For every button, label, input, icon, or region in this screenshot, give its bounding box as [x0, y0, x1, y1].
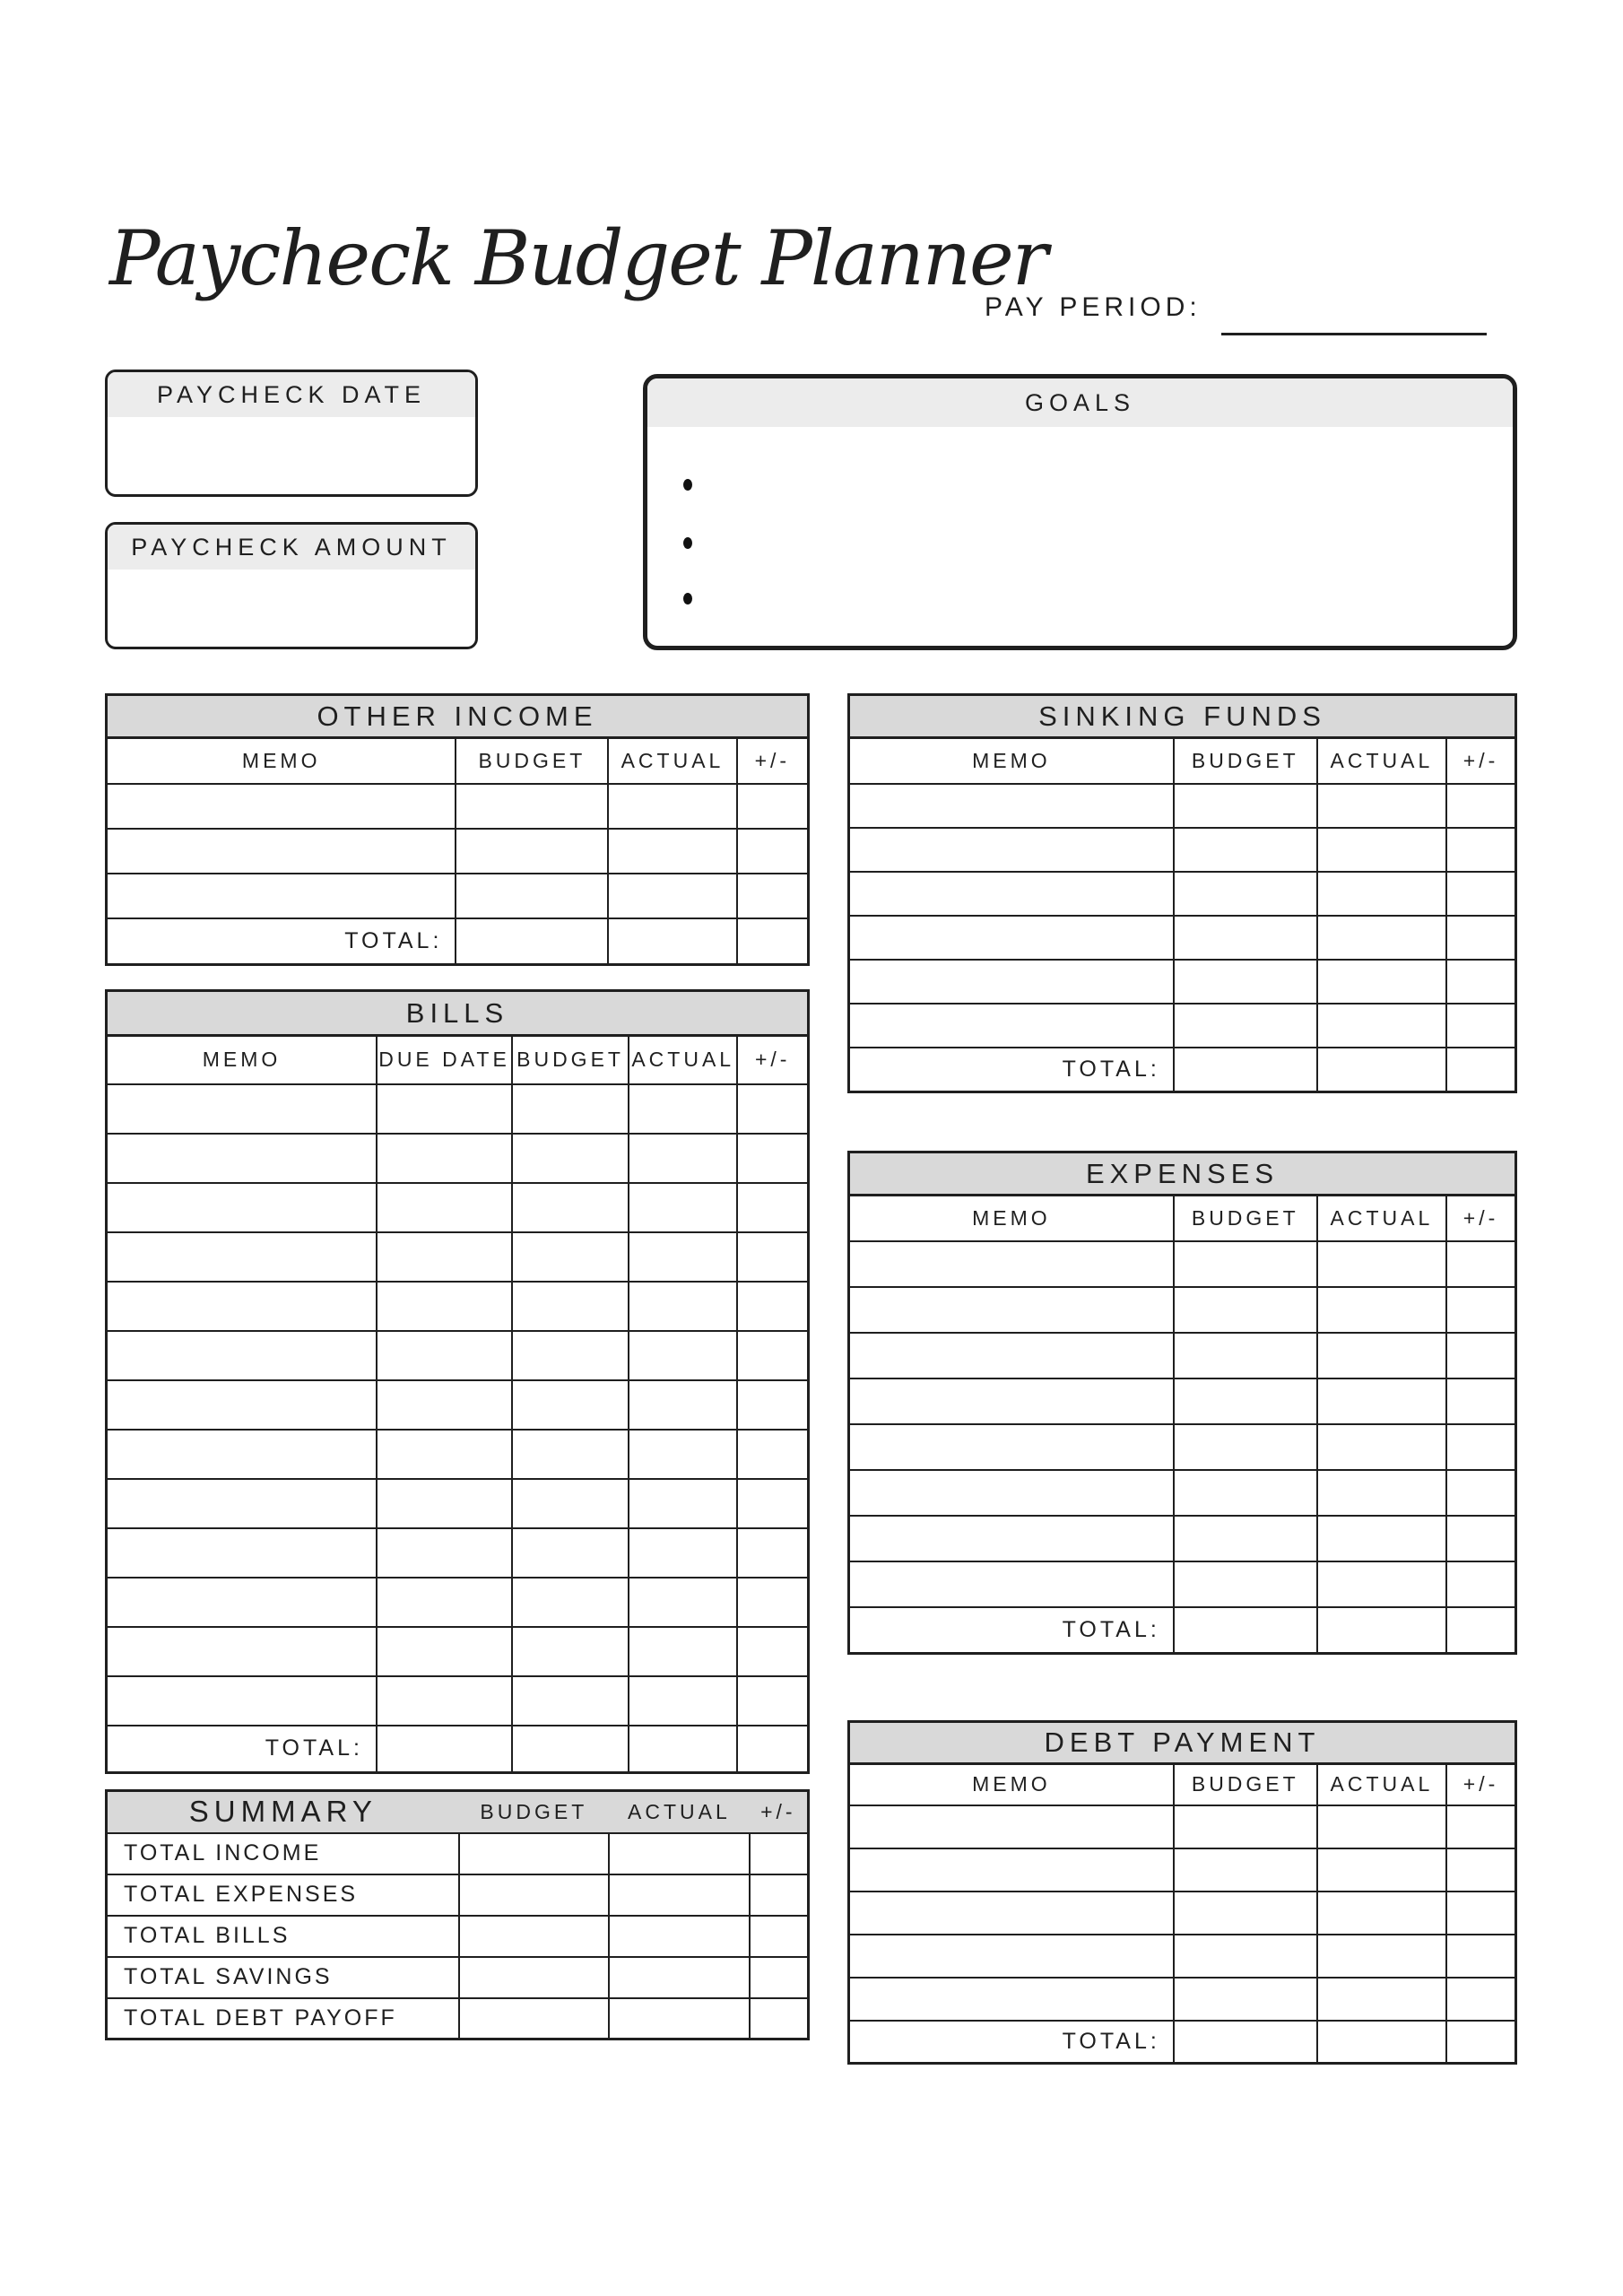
empty-cell[interactable]: [1317, 1978, 1446, 2021]
col-memo: MEMO: [107, 1036, 377, 1084]
col-actual: ACTUAL: [1317, 738, 1446, 784]
table-row: [849, 1004, 1516, 1048]
empty-cell[interactable]: [377, 1232, 512, 1282]
empty-cell[interactable]: [629, 1084, 737, 1134]
paycheck-amount-header: PAYCHECK AMOUNT: [108, 525, 475, 570]
empty-cell[interactable]: [512, 1232, 629, 1282]
total-budget-cell[interactable]: [512, 1726, 629, 1773]
table-row: [849, 1935, 1516, 1978]
table-row: [107, 1183, 809, 1232]
empty-cell[interactable]: [1317, 1378, 1446, 1424]
empty-cell[interactable]: [737, 1183, 808, 1232]
col-actual: ACTUAL: [1317, 1196, 1446, 1241]
empty-cell[interactable]: [377, 1627, 512, 1676]
table-row: [849, 1470, 1516, 1516]
other-income-total-row: [107, 918, 809, 965]
empty-cell[interactable]: [849, 960, 1174, 1004]
empty-cell[interactable]: [1446, 1516, 1515, 1561]
total-actual-cell[interactable]: [1317, 1607, 1446, 1654]
sinking-funds-title: SINKING FUNDS: [847, 693, 1517, 739]
empty-cell[interactable]: [1446, 1561, 1515, 1607]
col-memo: MEMO: [849, 1196, 1174, 1241]
col-actual: ACTUAL: [629, 1036, 737, 1084]
empty-cell[interactable]: [629, 1479, 737, 1528]
empty-cell[interactable]: [107, 1380, 377, 1430]
empty-cell[interactable]: [512, 1627, 629, 1676]
empty-cell[interactable]: [629, 1183, 737, 1232]
table-row: [849, 1516, 1516, 1561]
bills-table: [105, 989, 810, 1774]
empty-cell[interactable]: [1317, 1424, 1446, 1470]
empty-cell[interactable]: [1317, 1848, 1446, 1892]
empty-cell[interactable]: [849, 1935, 1174, 1978]
expenses-header-row: [849, 1196, 1516, 1241]
empty-cell[interactable]: [737, 1380, 808, 1430]
empty-cell[interactable]: [1174, 1561, 1317, 1607]
table-row: [849, 872, 1516, 916]
empty-cell[interactable]: [459, 1916, 610, 1957]
paycheck-date-field[interactable]: [108, 417, 475, 497]
total-label: TOTAL:: [849, 2021, 1174, 2064]
empty-cell[interactable]: [629, 1134, 737, 1183]
col-budget: BUDGET: [459, 1791, 610, 1833]
empty-cell[interactable]: [737, 874, 809, 918]
empty-cell[interactable]: [1317, 1241, 1446, 1287]
debt-payment-header-row: [849, 1764, 1516, 1805]
table-row: [107, 1084, 809, 1134]
goals-box: [643, 374, 1517, 650]
summary-table: [105, 1789, 810, 2040]
summary-row: [107, 1874, 809, 1916]
col-budget: BUDGET: [512, 1036, 629, 1084]
empty-cell[interactable]: [107, 1232, 377, 1282]
empty-cell[interactable]: [849, 1561, 1174, 1607]
empty-cell[interactable]: [629, 1578, 737, 1627]
pay-period-label: PAY PERIOD:: [985, 292, 1202, 322]
sinking-funds-header-row: [849, 738, 1516, 784]
summary-row: [107, 1916, 809, 1957]
other-income-title: OTHER INCOME: [105, 693, 810, 739]
empty-cell[interactable]: [1317, 916, 1446, 960]
empty-cell[interactable]: [849, 1805, 1174, 1848]
total-label: TOTAL:: [107, 1726, 377, 1773]
col-budget: BUDGET: [1174, 1196, 1317, 1241]
empty-cell[interactable]: [377, 1528, 512, 1578]
empty-cell[interactable]: [456, 829, 608, 874]
summary-row-label: TOTAL INCOME: [107, 1833, 459, 1874]
empty-cell[interactable]: [1174, 1004, 1317, 1048]
empty-cell[interactable]: [107, 1282, 377, 1331]
table-row: [107, 829, 809, 874]
empty-cell[interactable]: [107, 1479, 377, 1528]
total-plus-minus-cell[interactable]: [737, 918, 809, 965]
total-budget-cell[interactable]: [456, 918, 608, 965]
debt-payment-table: [847, 1720, 1517, 2065]
empty-cell[interactable]: [107, 829, 456, 874]
empty-cell[interactable]: [737, 1479, 808, 1528]
sinking-funds-total-row: [849, 1048, 1516, 1092]
empty-cell[interactable]: [608, 829, 736, 874]
empty-cell[interactable]: [1317, 1516, 1446, 1561]
total-plus-minus-cell[interactable]: [737, 1726, 808, 1773]
empty-cell[interactable]: [377, 1084, 512, 1134]
col-actual: ACTUAL: [608, 738, 736, 784]
paycheck-date-box: [105, 370, 478, 497]
empty-cell[interactable]: [1446, 1935, 1515, 1978]
empty-cell[interactable]: [629, 1282, 737, 1331]
empty-cell[interactable]: [512, 1380, 629, 1430]
debt-payment-total-row: [849, 2021, 1516, 2064]
empty-cell[interactable]: [1174, 1470, 1317, 1516]
table-row: [849, 916, 1516, 960]
summary-row: [107, 1998, 809, 2039]
empty-cell[interactable]: [1446, 1848, 1515, 1892]
empty-cell[interactable]: [629, 1380, 737, 1430]
empty-cell[interactable]: [737, 1282, 808, 1331]
empty-cell[interactable]: [737, 1084, 808, 1134]
empty-cell[interactable]: [107, 1430, 377, 1479]
empty-cell[interactable]: [750, 1998, 809, 2039]
empty-cell[interactable]: [107, 1084, 377, 1134]
total-budget-cell[interactable]: [1174, 1048, 1317, 1092]
expenses-total-row: [849, 1607, 1516, 1654]
pay-period-input-line[interactable]: [1221, 333, 1487, 335]
empty-cell[interactable]: [1317, 1287, 1446, 1333]
empty-cell[interactable]: [1317, 1805, 1446, 1848]
empty-cell[interactable]: [107, 874, 456, 918]
paycheck-amount-box: [105, 522, 478, 649]
empty-cell[interactable]: [750, 1874, 809, 1916]
empty-cell[interactable]: [849, 872, 1174, 916]
empty-cell[interactable]: [107, 1331, 377, 1380]
col-plus-minus: +/-: [750, 1791, 809, 1833]
empty-cell[interactable]: [750, 1833, 809, 1874]
empty-cell[interactable]: [629, 1627, 737, 1676]
empty-cell[interactable]: [849, 1333, 1174, 1378]
summary-title: SUMMARY: [107, 1791, 459, 1833]
empty-cell[interactable]: [512, 1578, 629, 1627]
empty-cell[interactable]: [737, 784, 809, 829]
empty-cell[interactable]: [1446, 1892, 1515, 1935]
table-row: [107, 1134, 809, 1183]
empty-cell[interactable]: [459, 1998, 610, 2039]
goals-header: GOALS: [647, 378, 1513, 427]
empty-cell[interactable]: [1174, 960, 1317, 1004]
empty-cell[interactable]: [1446, 784, 1515, 828]
empty-cell[interactable]: [1174, 1848, 1317, 1892]
col-budget: BUDGET: [1174, 1764, 1317, 1805]
table-row: [849, 828, 1516, 872]
empty-cell[interactable]: [512, 1528, 629, 1578]
empty-cell[interactable]: [377, 1430, 512, 1479]
col-plus-minus: +/-: [737, 1036, 808, 1084]
table-row: [107, 1479, 809, 1528]
empty-cell[interactable]: [1174, 1935, 1317, 1978]
empty-cell[interactable]: [1317, 1561, 1446, 1607]
empty-cell[interactable]: [459, 1957, 610, 1998]
total-budget-cell[interactable]: [1174, 2021, 1317, 2064]
summary-header-row: [107, 1791, 809, 1833]
empty-cell[interactable]: [107, 1627, 377, 1676]
empty-cell[interactable]: [459, 1874, 610, 1916]
table-row: [849, 1848, 1516, 1892]
empty-cell[interactable]: [629, 1232, 737, 1282]
empty-cell[interactable]: [512, 1331, 629, 1380]
total-due-date-cell[interactable]: [377, 1726, 512, 1773]
total-actual-cell[interactable]: [608, 918, 736, 965]
expenses-table: [847, 1151, 1517, 1655]
empty-cell[interactable]: [107, 784, 456, 829]
col-plus-minus: +/-: [1446, 738, 1515, 784]
paycheck-date-header: PAYCHECK DATE: [108, 372, 475, 417]
empty-cell[interactable]: [737, 1627, 808, 1676]
empty-cell[interactable]: [377, 1380, 512, 1430]
empty-cell[interactable]: [750, 1957, 809, 1998]
empty-cell[interactable]: [849, 1978, 1174, 2021]
empty-cell[interactable]: [1174, 1287, 1317, 1333]
empty-cell[interactable]: [849, 1516, 1174, 1561]
empty-cell[interactable]: [107, 1134, 377, 1183]
empty-cell[interactable]: [1446, 1805, 1515, 1848]
empty-cell[interactable]: [377, 1282, 512, 1331]
table-row: [849, 1424, 1516, 1470]
empty-cell[interactable]: [849, 1892, 1174, 1935]
empty-cell[interactable]: [629, 1676, 737, 1726]
total-plus-minus-cell[interactable]: [1446, 1607, 1515, 1654]
empty-cell[interactable]: [1174, 1978, 1317, 2021]
empty-cell[interactable]: [1317, 784, 1446, 828]
table-row: [107, 1380, 809, 1430]
table-row: [849, 1805, 1516, 1848]
empty-cell[interactable]: [107, 1578, 377, 1627]
goal-bullet-icon: [683, 537, 692, 549]
summary-row-label: TOTAL SAVINGS: [107, 1957, 459, 1998]
empty-cell[interactable]: [737, 829, 809, 874]
empty-cell[interactable]: [1174, 1516, 1317, 1561]
empty-cell[interactable]: [1446, 872, 1515, 916]
empty-cell[interactable]: [1174, 1378, 1317, 1424]
empty-cell[interactable]: [1317, 960, 1446, 1004]
total-label: TOTAL:: [107, 918, 456, 965]
goal-bullet-icon: [683, 593, 692, 604]
col-memo: MEMO: [107, 738, 456, 784]
empty-cell[interactable]: [849, 916, 1174, 960]
empty-cell[interactable]: [849, 828, 1174, 872]
empty-cell[interactable]: [1446, 960, 1515, 1004]
empty-cell[interactable]: [1174, 872, 1317, 916]
empty-cell[interactable]: [737, 1578, 808, 1627]
table-row: [849, 1333, 1516, 1378]
empty-cell[interactable]: [1174, 1241, 1317, 1287]
col-actual: ACTUAL: [609, 1791, 750, 1833]
paycheck-amount-field[interactable]: [108, 570, 475, 649]
empty-cell[interactable]: [456, 874, 608, 918]
empty-cell[interactable]: [849, 1470, 1174, 1516]
goal-bullet-icon: [683, 479, 692, 491]
empty-cell[interactable]: [750, 1916, 809, 1957]
empty-cell[interactable]: [1446, 1004, 1515, 1048]
empty-cell[interactable]: [1446, 1978, 1515, 2021]
empty-cell[interactable]: [608, 874, 736, 918]
table-row: [107, 1578, 809, 1627]
empty-cell[interactable]: [1317, 1935, 1446, 1978]
table-row: [107, 784, 809, 829]
empty-cell[interactable]: [849, 1378, 1174, 1424]
total-actual-cell[interactable]: [629, 1726, 737, 1773]
empty-cell[interactable]: [512, 1084, 629, 1134]
table-row: [849, 784, 1516, 828]
empty-cell[interactable]: [377, 1676, 512, 1726]
total-label: TOTAL:: [849, 1607, 1174, 1654]
other-income-header-row: [107, 738, 809, 784]
col-budget: BUDGET: [456, 738, 608, 784]
col-memo: MEMO: [849, 738, 1174, 784]
empty-cell[interactable]: [512, 1282, 629, 1331]
empty-cell[interactable]: [1174, 828, 1317, 872]
empty-cell[interactable]: [377, 1183, 512, 1232]
expenses-title: EXPENSES: [847, 1151, 1517, 1196]
summary-row-label: TOTAL DEBT PAYOFF: [107, 1998, 459, 2039]
goals-field[interactable]: [647, 479, 1513, 650]
total-plus-minus-cell[interactable]: [1446, 2021, 1515, 2064]
empty-cell[interactable]: [1174, 1333, 1317, 1378]
page-title: Paycheck Budget Planner: [109, 214, 1046, 302]
empty-cell[interactable]: [737, 1331, 808, 1380]
table-row: [849, 1561, 1516, 1607]
col-budget: BUDGET: [1174, 738, 1317, 784]
empty-cell[interactable]: [737, 1430, 808, 1479]
summary-row-label: TOTAL BILLS: [107, 1916, 459, 1957]
table-row: [107, 1528, 809, 1578]
empty-cell[interactable]: [512, 1676, 629, 1726]
empty-cell[interactable]: [1446, 1424, 1515, 1470]
table-row: [107, 1676, 809, 1726]
empty-cell[interactable]: [107, 1183, 377, 1232]
empty-cell[interactable]: [1174, 916, 1317, 960]
bills-total-row: [107, 1726, 809, 1773]
col-plus-minus: +/-: [737, 738, 809, 784]
empty-cell[interactable]: [849, 1848, 1174, 1892]
total-plus-minus-cell[interactable]: [1446, 1048, 1515, 1092]
summary-row: [107, 1833, 809, 1874]
empty-cell[interactable]: [456, 784, 608, 829]
total-budget-cell[interactable]: [1174, 1607, 1317, 1654]
table-row: [849, 1287, 1516, 1333]
table-row: [849, 1241, 1516, 1287]
empty-cell[interactable]: [1317, 828, 1446, 872]
empty-cell[interactable]: [377, 1578, 512, 1627]
empty-cell[interactable]: [512, 1183, 629, 1232]
empty-cell[interactable]: [1317, 1333, 1446, 1378]
empty-cell[interactable]: [849, 1424, 1174, 1470]
summary-row: [107, 1957, 809, 1998]
table-row: [849, 1892, 1516, 1935]
empty-cell[interactable]: [1446, 1287, 1515, 1333]
empty-cell[interactable]: [1317, 1004, 1446, 1048]
empty-cell[interactable]: [849, 1287, 1174, 1333]
empty-cell[interactable]: [737, 1232, 808, 1282]
empty-cell[interactable]: [1446, 1241, 1515, 1287]
empty-cell[interactable]: [1174, 1805, 1317, 1848]
empty-cell[interactable]: [1446, 1378, 1515, 1424]
table-row: [849, 960, 1516, 1004]
debt-payment-title: DEBT PAYMENT: [847, 1720, 1517, 1765]
table-row: [107, 874, 809, 918]
empty-cell[interactable]: [849, 1004, 1174, 1048]
empty-cell[interactable]: [609, 1916, 750, 1957]
total-label: TOTAL:: [849, 1048, 1174, 1092]
empty-cell[interactable]: [609, 1998, 750, 2039]
empty-cell[interactable]: [849, 784, 1174, 828]
empty-cell[interactable]: [737, 1134, 808, 1183]
empty-cell[interactable]: [609, 1957, 750, 1998]
empty-cell[interactable]: [1446, 916, 1515, 960]
empty-cell[interactable]: [1446, 828, 1515, 872]
table-row: [849, 1978, 1516, 2021]
bills-header-row: [107, 1036, 809, 1084]
col-plus-minus: +/-: [1446, 1196, 1515, 1241]
empty-cell[interactable]: [608, 784, 736, 829]
empty-cell[interactable]: [512, 1430, 629, 1479]
col-memo: MEMO: [849, 1764, 1174, 1805]
empty-cell[interactable]: [107, 1676, 377, 1726]
empty-cell[interactable]: [1174, 1424, 1317, 1470]
empty-cell[interactable]: [1174, 1892, 1317, 1935]
total-actual-cell[interactable]: [1317, 1048, 1446, 1092]
col-plus-minus: +/-: [1446, 1764, 1515, 1805]
summary-row-label: TOTAL EXPENSES: [107, 1874, 459, 1916]
empty-cell[interactable]: [1446, 1333, 1515, 1378]
col-due-date: DUE DATE: [377, 1036, 512, 1084]
empty-cell[interactable]: [512, 1134, 629, 1183]
empty-cell[interactable]: [609, 1874, 750, 1916]
table-row: [107, 1627, 809, 1676]
col-actual: ACTUAL: [1317, 1764, 1446, 1805]
empty-cell[interactable]: [1317, 1892, 1446, 1935]
bills-title: BILLS: [105, 989, 810, 1037]
total-actual-cell[interactable]: [1317, 2021, 1446, 2064]
other-income-table: [105, 693, 810, 966]
empty-cell[interactable]: [459, 1833, 610, 1874]
empty-cell[interactable]: [849, 1241, 1174, 1287]
table-row: [849, 1378, 1516, 1424]
empty-cell[interactable]: [629, 1331, 737, 1380]
sinking-funds-table: [847, 693, 1517, 1093]
empty-cell[interactable]: [377, 1134, 512, 1183]
empty-cell[interactable]: [377, 1331, 512, 1380]
table-row: [107, 1232, 809, 1282]
empty-cell[interactable]: [512, 1479, 629, 1528]
empty-cell[interactable]: [737, 1528, 808, 1578]
empty-cell[interactable]: [1446, 1470, 1515, 1516]
empty-cell[interactable]: [629, 1528, 737, 1578]
empty-cell[interactable]: [629, 1430, 737, 1479]
empty-cell[interactable]: [107, 1528, 377, 1578]
table-row: [107, 1430, 809, 1479]
table-row: [107, 1331, 809, 1380]
empty-cell[interactable]: [1317, 872, 1446, 916]
empty-cell[interactable]: [1174, 784, 1317, 828]
empty-cell[interactable]: [737, 1676, 808, 1726]
empty-cell[interactable]: [609, 1833, 750, 1874]
empty-cell[interactable]: [377, 1479, 512, 1528]
empty-cell[interactable]: [1317, 1470, 1446, 1516]
table-row: [107, 1282, 809, 1331]
